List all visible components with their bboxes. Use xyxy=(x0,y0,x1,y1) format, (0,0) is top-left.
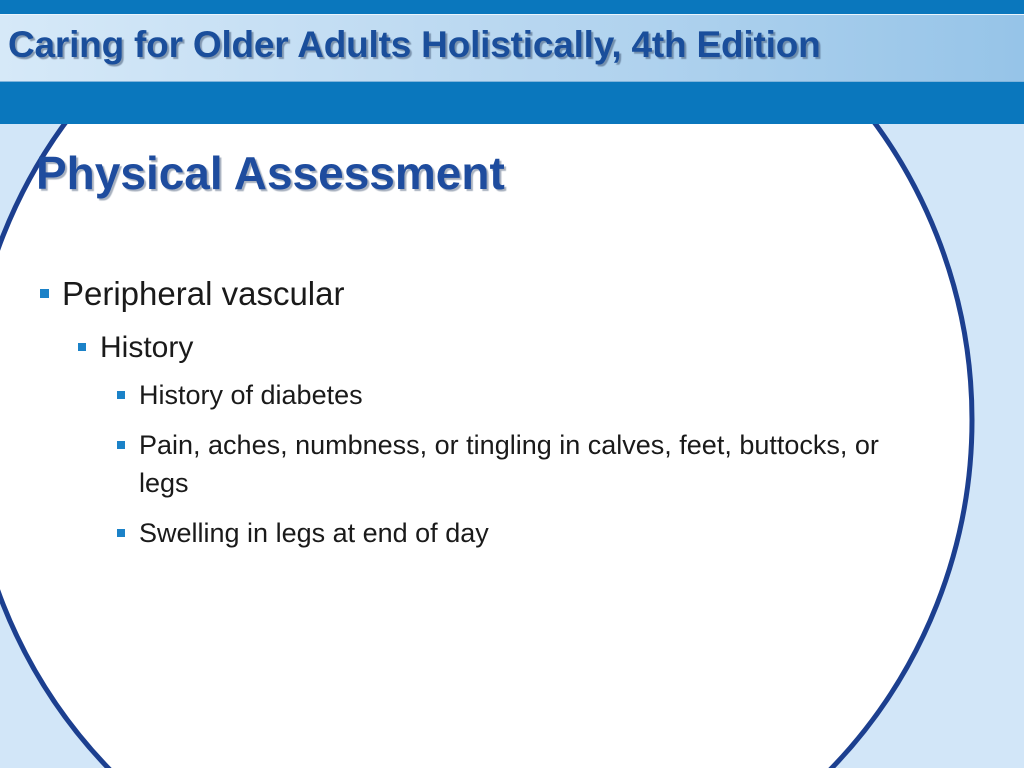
bullet-item-history xyxy=(74,328,916,368)
square-bullet-icon xyxy=(117,441,125,449)
bullet-text: Swelling in legs at end of day xyxy=(139,518,489,548)
square-bullet-icon xyxy=(117,529,125,537)
bullet-text: Pain, aches, numbness, or tingling in calves, feet, buttocks, or legs xyxy=(139,430,879,498)
bullet-list xyxy=(36,272,916,564)
bullet-item-swelling xyxy=(113,514,899,552)
bullet-item-peripheral-vascular xyxy=(36,272,916,316)
square-bullet-icon xyxy=(40,289,49,298)
bullet-text: History xyxy=(100,331,194,364)
bullet-text: Peripheral vascular xyxy=(62,275,345,312)
bullet-item-pain-aches xyxy=(113,426,899,502)
square-bullet-icon xyxy=(78,343,86,351)
square-bullet-icon xyxy=(117,391,125,399)
bullet-item-history-of-diabetes xyxy=(113,376,899,414)
course-title: Caring for Older Adults Holistically, 4th Edition xyxy=(8,24,821,65)
slide-title: Physical Assessment xyxy=(36,147,505,199)
bullet-text: History of diabetes xyxy=(139,380,363,410)
